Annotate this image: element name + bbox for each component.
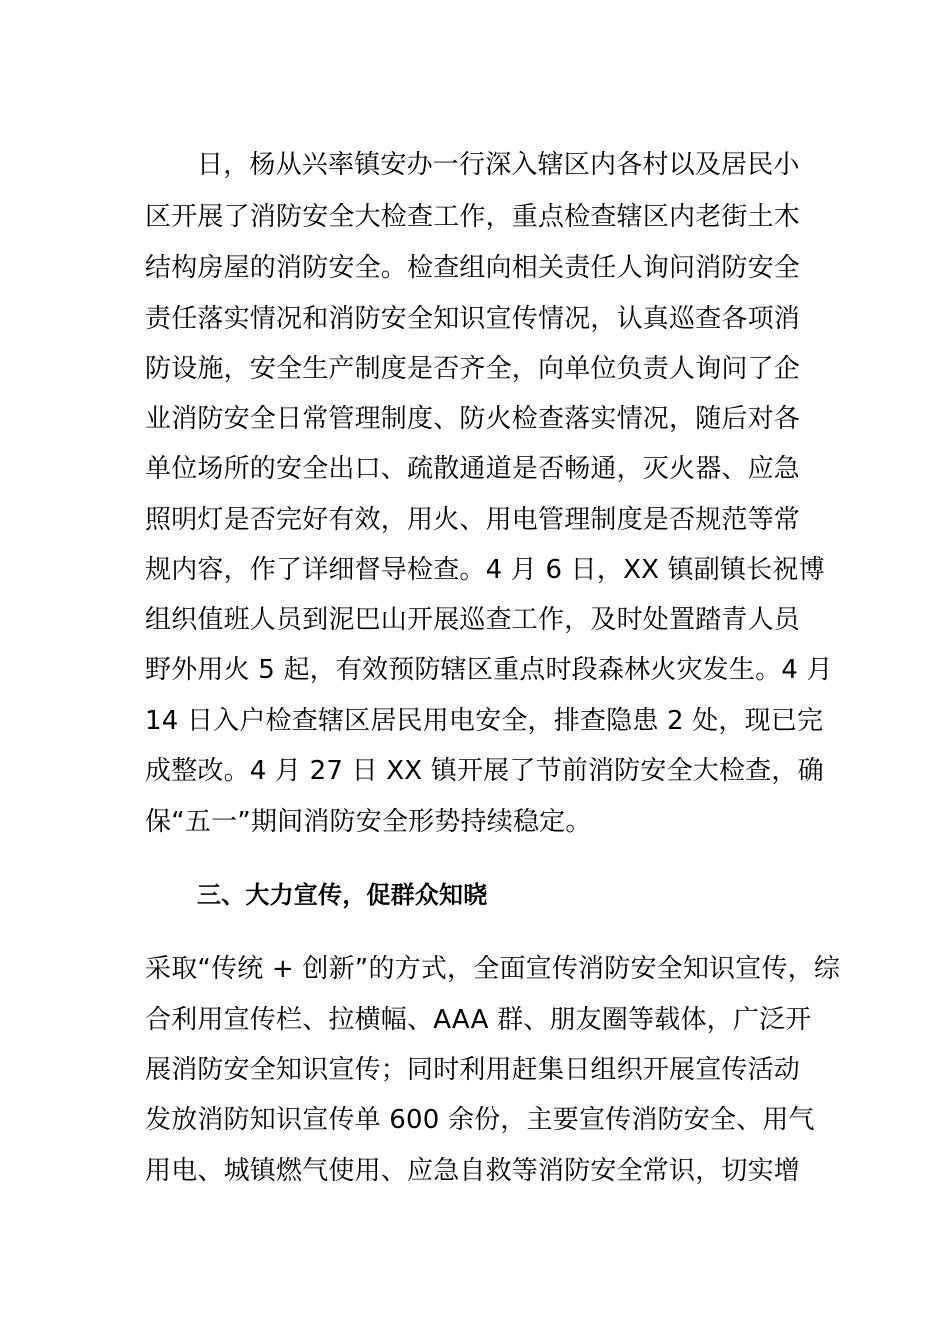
paragraph-line: 成整改。4 月 27 日 XX 镇开展了节前消防安全大检查，确 xyxy=(145,756,824,786)
paragraph-line: 展消防安全知识宣传；同时利用赶集日组织开展宣传活动 xyxy=(145,1055,801,1085)
paragraph-line: 合利用宣传栏、拉横幅、AAA 群、朋友圈等载体，广泛开 xyxy=(145,1005,812,1035)
paragraph-line: 单位场所的安全出口、疏散通道是否畅通，灭火器、应急 xyxy=(145,454,801,484)
paragraph-line: 业消防安全日常管理制度、防火检查落实情况，随后对各 xyxy=(145,404,801,434)
paragraph-line: 野外用火 5 起，有效预防辖区重点时段森林火灾发生。4 月 xyxy=(145,655,833,685)
paragraph-line: 采取“传统 + 创新”的方式，全面宣传消防安全知识宣传，综 xyxy=(145,954,841,984)
paragraph-line: 结构房屋的消防安全。检查组向相关责任人询问消防安全 xyxy=(145,253,801,283)
paragraph-line: 规内容，作了详细督导检查。4 月 6 日，XX 镇副镇长祝博 xyxy=(145,555,825,585)
paragraph-line: 组织值班人员到泥巴山开展巡查工作，及时处置踏青人员 xyxy=(145,605,801,635)
section-heading: 三、大力宣传，促群众知晓 xyxy=(197,881,488,909)
paragraph-line: 责任落实情况和消防安全知识宣传情况，认真巡查各项消 xyxy=(145,304,801,334)
paragraph-line: 防设施，安全生产制度是否齐全，向单位负责人询问了企 xyxy=(145,354,801,384)
paragraph-line: 14 日入户检查辖区居民用电安全，排查隐患 2 处，现已完 xyxy=(145,706,824,736)
paragraph-line: 日，杨从兴率镇安办一行深入辖区内各村以及居民小 xyxy=(197,150,800,180)
paragraph-line: 用电、城镇燃气使用、应急自救等消防安全常识，切实增 xyxy=(145,1156,801,1186)
paragraph-line: 区开展了消防安全大检查工作，重点检查辖区内老街土木 xyxy=(145,202,801,232)
paragraph-line: 发放消防知识宣传单 600 余份，主要宣传消防安全、用气 xyxy=(145,1105,815,1135)
paragraph-line: 保“五一”期间消防安全形势持续稳定。 xyxy=(145,807,592,837)
paragraph-line: 照明灯是否完好有效，用火、用电管理制度是否规范等常 xyxy=(145,505,801,535)
